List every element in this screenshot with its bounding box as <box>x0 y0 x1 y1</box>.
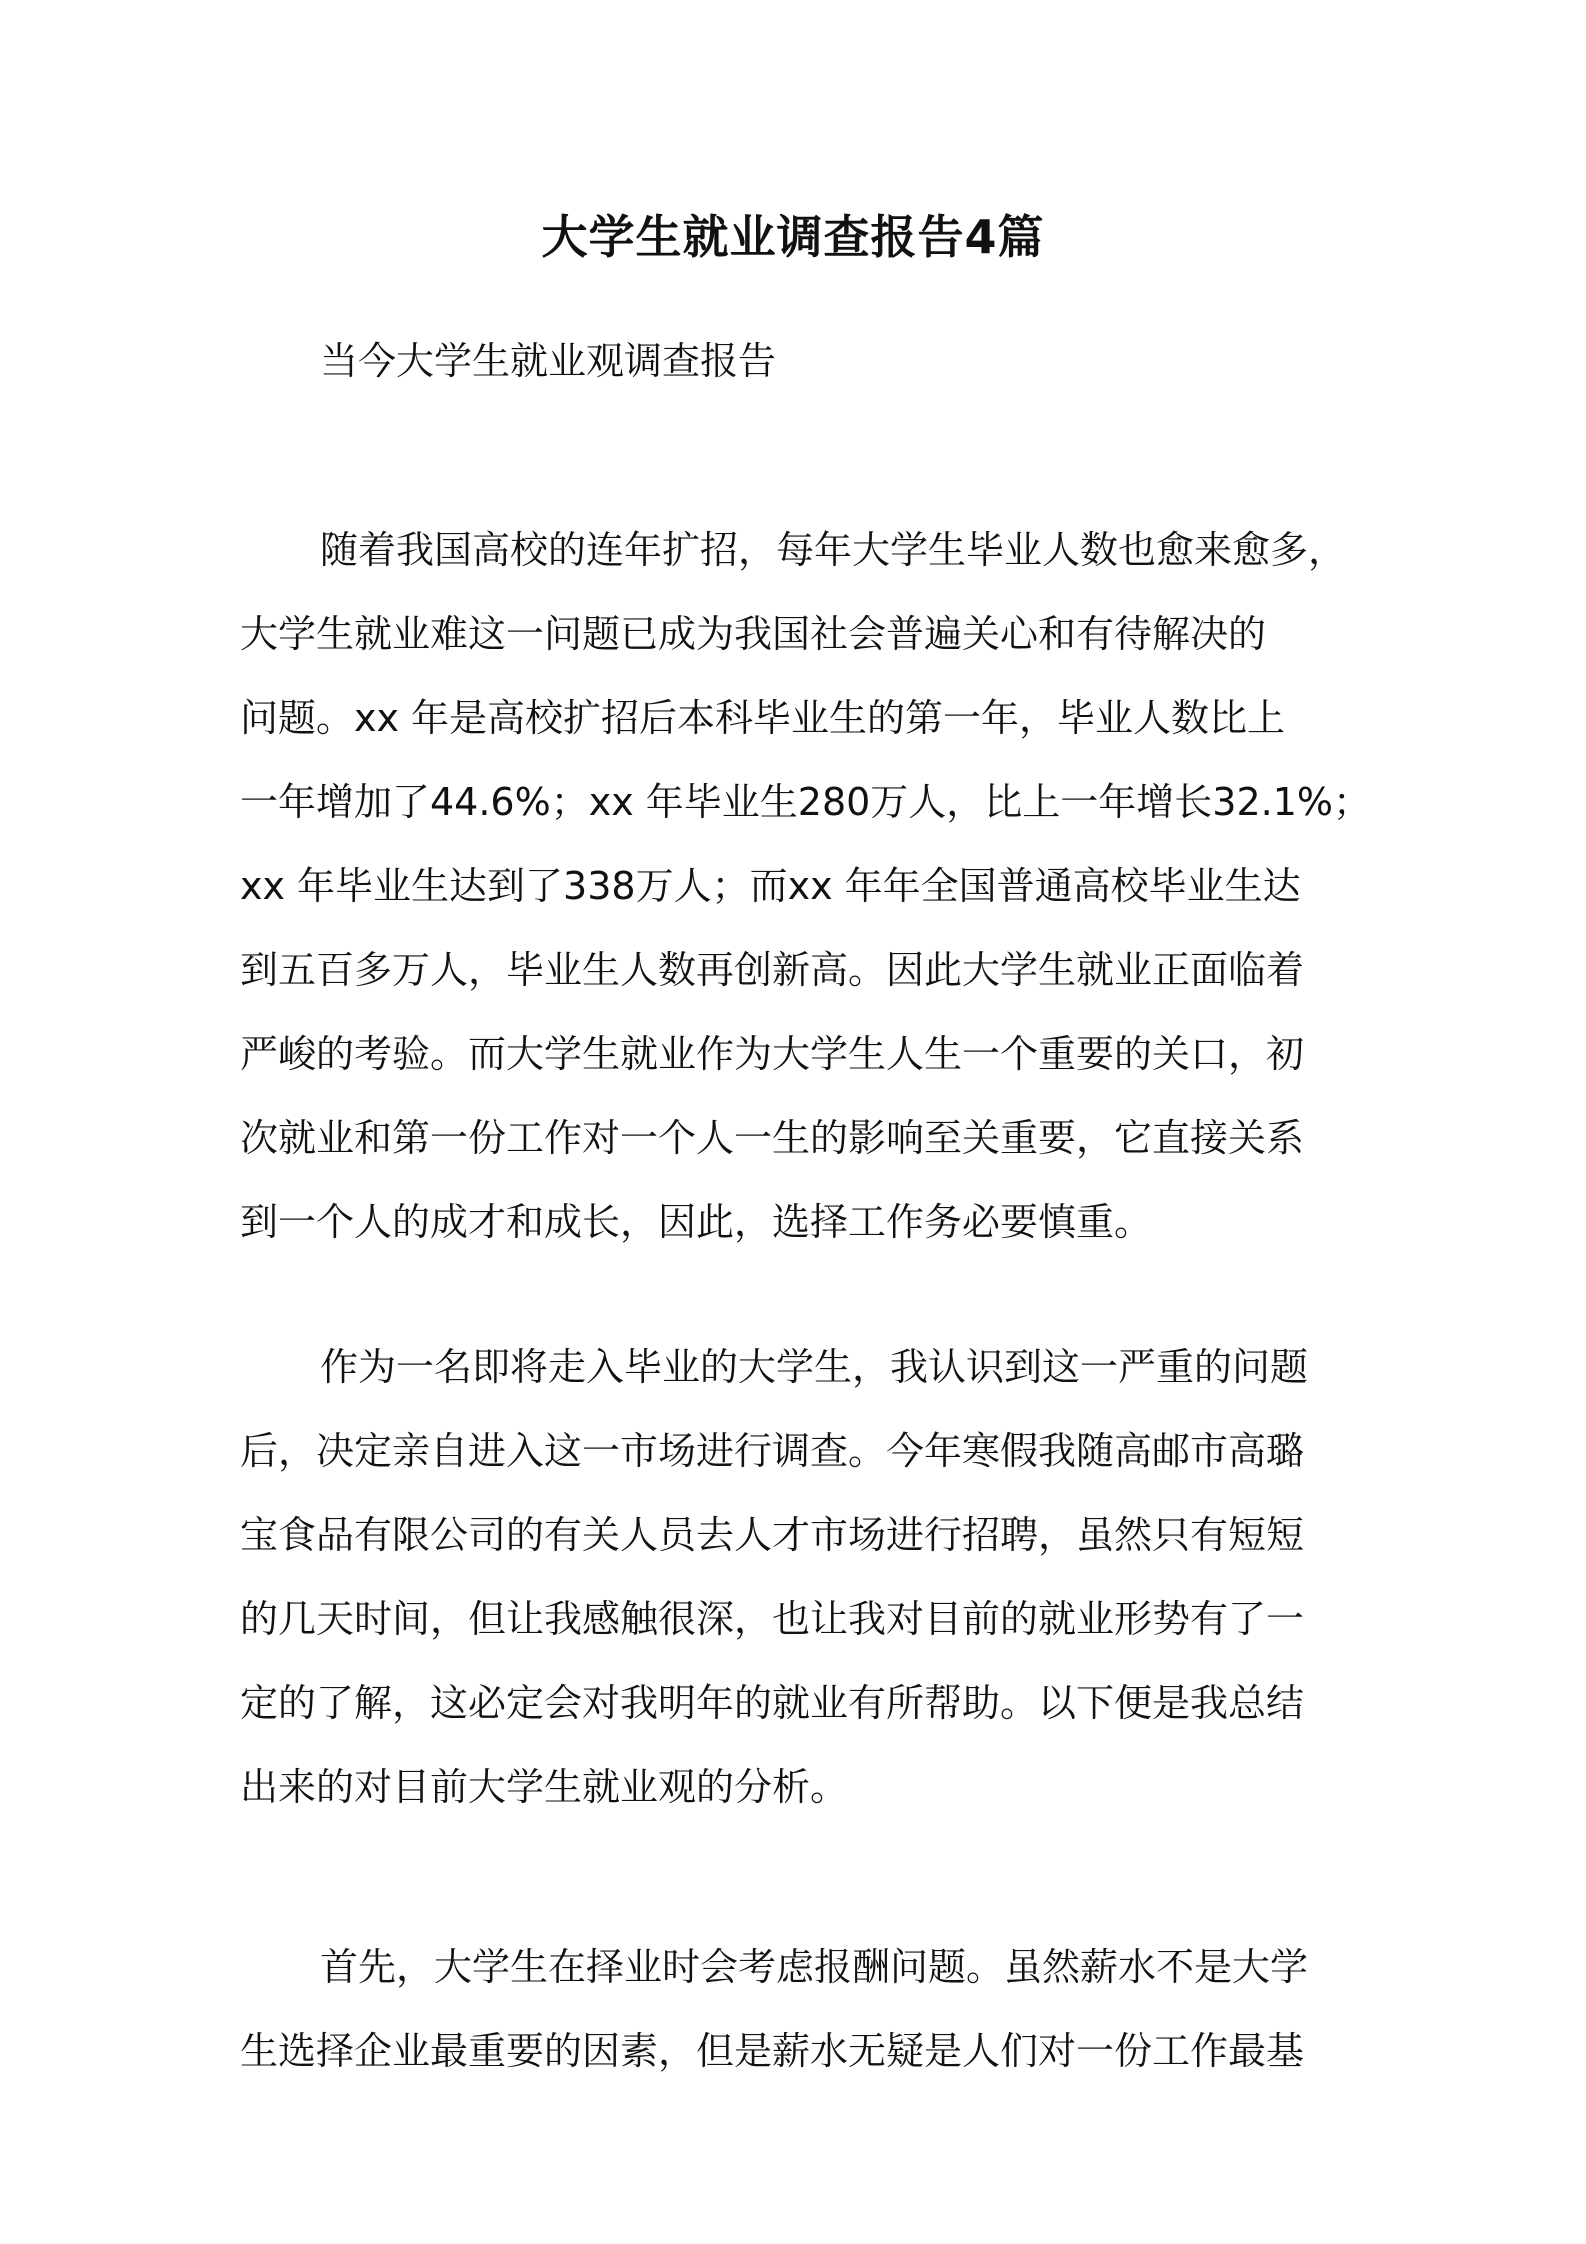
paragraph-line: 生选择企业最重要的因素，但是薪水无疑是人们对一份工作最基 <box>240 2029 1305 2073</box>
document-subtitle: 当今大学生就业观调查报告 <box>320 339 777 383</box>
paragraph-line: 到一个人的成才和成长，因此，选择工作务必要慎重。 <box>240 1200 1153 1244</box>
paragraph-line: 大学生就业难这一问题已成为我国社会普遍关心和有待解决的 <box>240 612 1267 656</box>
paragraph-1 <box>240 508 1440 1264</box>
paragraph-line: 次就业和第一份工作对一个人一生的影响至关重要，它直接关系 <box>240 1116 1305 1160</box>
paragraph-line: xx 年毕业生达到了338万人；而xx 年年全国普通高校毕业生达 <box>240 864 1301 908</box>
paragraph-line: 宝食品有限公司的有关人员去人才市场进行招聘，虽然只有短短 <box>240 1513 1305 1557</box>
paragraph-2 <box>240 1325 1440 1829</box>
paragraph-line: 随着我国高校的连年扩招，每年大学生毕业人数也愈来愈多， <box>320 528 1347 572</box>
paragraph-line: 问题。xx 年是高校扩招后本科毕业生的第一年，毕业人数比上 <box>240 696 1286 740</box>
paragraph-line: 的几天时间，但让我感触很深，也让我对目前的就业形势有了一 <box>240 1597 1305 1641</box>
document-title: 大学生就业调查报告4篇 <box>541 210 1045 264</box>
paragraph-line: 一年增加了44.6%；xx 年毕业生280万人，比上一年增长32.1%； <box>240 780 1372 824</box>
paragraph-3 <box>240 1925 1440 2093</box>
paragraph-line: 到五百多万人，毕业生人数再创新高。因此大学生就业正面临着 <box>240 948 1305 992</box>
paragraph-line: 定的了解，这必定会对我明年的就业有所帮助。以下便是我总结 <box>240 1681 1305 1725</box>
paragraph-line: 作为一名即将走入毕业的大学生，我认识到这一严重的问题 <box>320 1345 1309 1389</box>
paragraph-line: 后，决定亲自进入这一市场进行调查。今年寒假我随高邮市高璐 <box>240 1429 1305 1473</box>
paragraph-line: 严峻的考验。而大学生就业作为大学生人生一个重要的关口，初 <box>240 1032 1305 1076</box>
paragraph-line: 首先，大学生在择业时会考虑报酬问题。虽然薪水不是大学 <box>320 1945 1309 1989</box>
paragraph-line: 出来的对目前大学生就业观的分析。 <box>240 1765 849 1809</box>
